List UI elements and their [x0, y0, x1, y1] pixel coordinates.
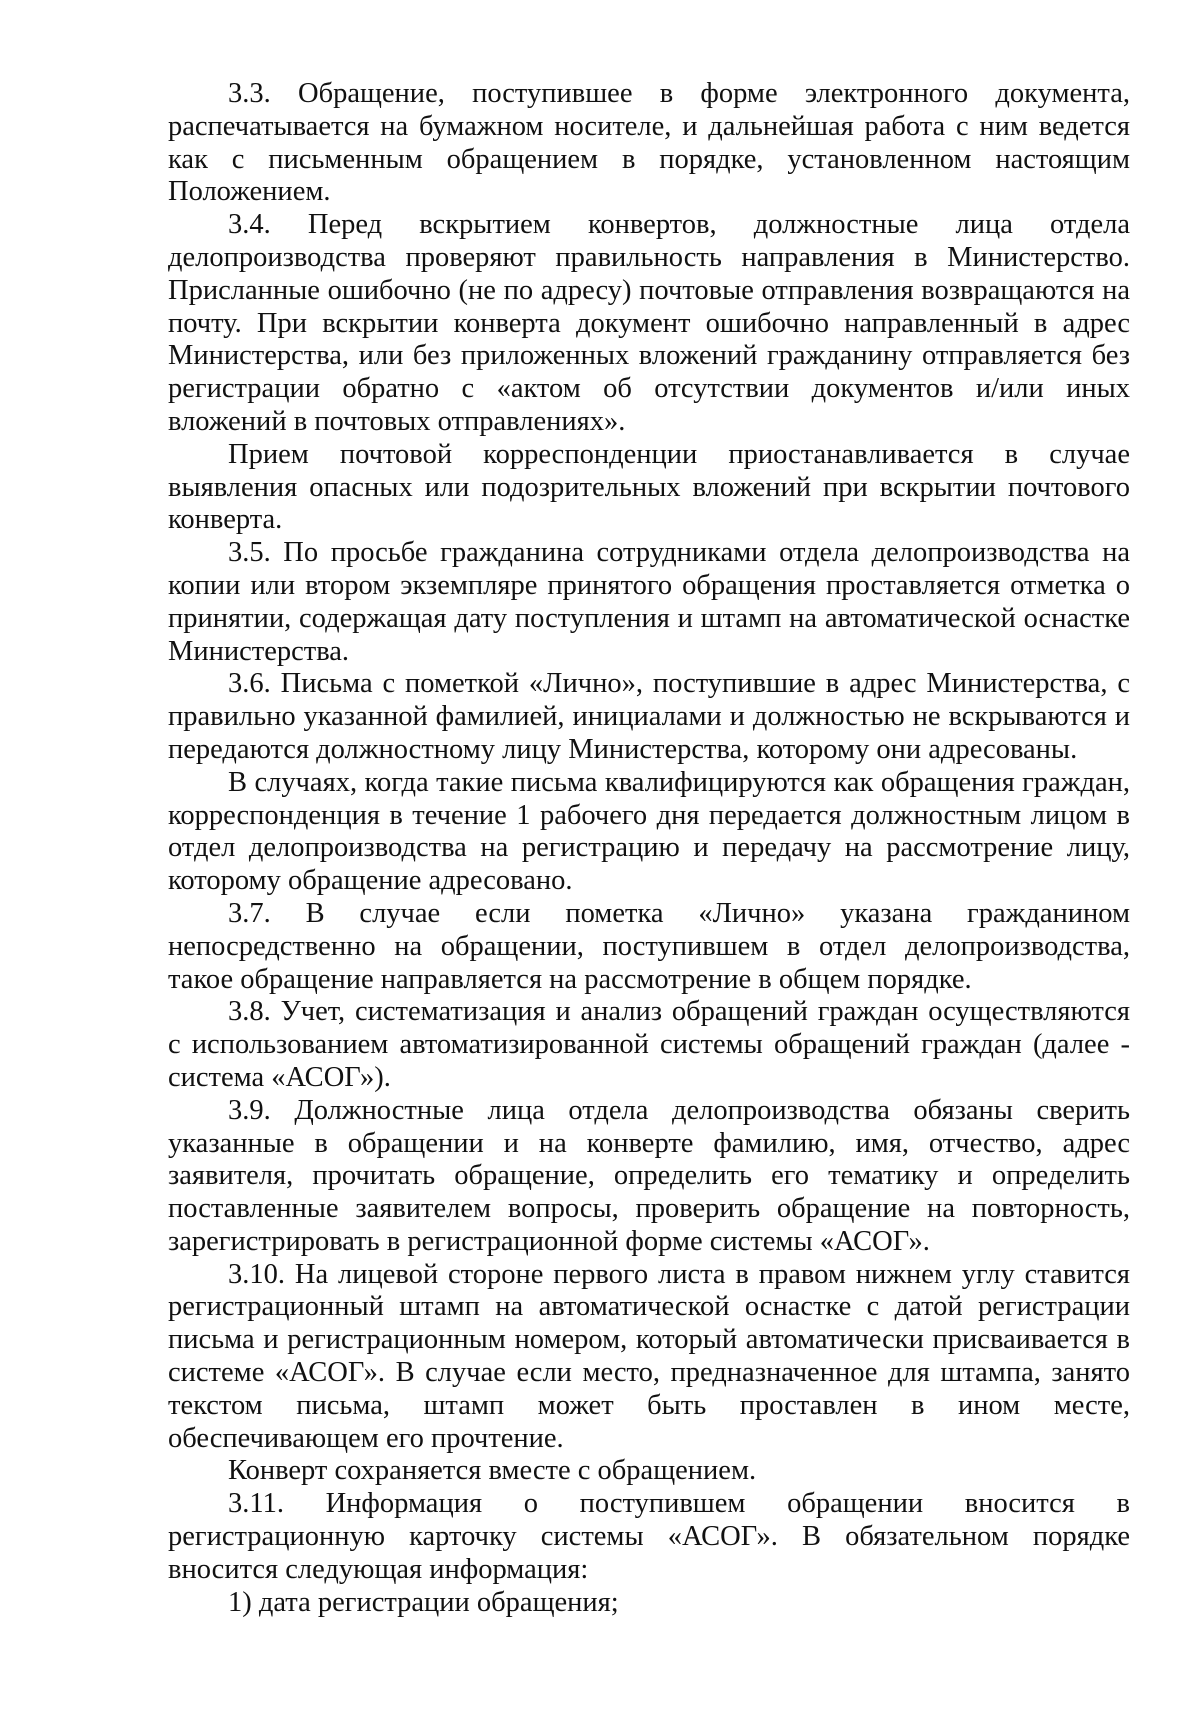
paragraph-mail-reception: Прием почтовой корреспонденции приостанавливается в случае выявления опасных или подозрительных вложений при вскрытии почтового конверта. — [168, 438, 1130, 536]
paragraph-3-7: 3.7. В случае если пометка «Лично» указана гражданином непосредственно на обращении, поступившем в отдел делопроизводства, такое обращение направляется на рассмотрение в общем порядке. — [168, 897, 1130, 995]
paragraph-3-3: 3.3. Обращение, поступившее в форме электронного документа, распечатывается на бумажном носителе, и дальнейшая работа с ним ведется как с письменным обращением в порядке, установленном настоящим Положением. — [168, 78, 1130, 208]
paragraph-3-4: 3.4. Перед вскрытием конвертов, должностные лица отдела делопроизводства проверяют правильность направления в Министерство. Присланные ошибочно (не по адресу) почтовые отправления возвращаются на почту. При вскрытии конверта документ ошибочно направленный в адрес Министерства, или без приложенных вложений гражданину отправляется без регистрации обратно с «актом об отсутствии документов и/или иных вложений в почтовых отправлениях». — [168, 209, 1130, 437]
paragraph-3-5: 3.5. По просьбе гражданина сотрудниками отдела делопроизводства на копии или втором экземпляре принятого обращения проставляется отметка о принятии, содержащая дату поступления и штамп на автоматической оснастке Министерства. — [168, 537, 1130, 667]
paragraph-3-11: 3.11. Информация о поступившем обращении вносится в регистрационную карточку системы «АСОГ». В обязательном порядке вносится следующая информация: — [168, 1488, 1130, 1585]
paragraph-3-8: 3.8. Учет, систематизация и анализ обращений граждан осуществляются с использованием автоматизированной системы обращений граждан (далее - система «АСОГ»). — [168, 996, 1130, 1093]
paragraph-personal-letters: В случаях, когда такие письма квалифицируются как обращения граждан, корреспонденция в течение 1 рабочего дня передается должностным лицом в отдел делопроизводства на регистрацию и передачу на рассмотрение лицу, которому обращение адресовано. — [168, 766, 1130, 897]
paragraph-3-6: 3.6. Письма с пометкой «Лично», поступившие в адрес Министерства, с правильно указанной фамилией, инициалами и должностью не вскрываются и передаются должностному лицу Министерства, которому они адресованы. — [168, 668, 1130, 765]
paragraph-3-10: 3.10. На лицевой стороне первого листа в правом нижнем углу ставится регистрационный штамп на автоматической оснастке с датой регистрации письма и регистрационным номером, который автоматически присваивается в системе «АСОГ». В случае если место, предназначенное для штампа, занято текстом письма, штамп может быть проставлен в ином месте, обеспечивающем его прочтение. — [168, 1258, 1130, 1454]
paragraph-envelope: Конверт сохраняется вместе с обращением. — [228, 1455, 757, 1487]
document-page — [168, 78, 1130, 1619]
list-item-1: 1) дата регистрации обращения; — [228, 1586, 619, 1618]
paragraph-3-9: 3.9. Должностные лица отдела делопроизводства обязаны сверить указанные в обращении и на конверте фамилию, имя, отчество, адрес заявителя, прочитать обращение, определить его тематику и определить поставленные заявителем вопросы, проверить обращение на повторность, зарегистрировать в регистрационной форме системы «АСОГ». — [168, 1094, 1130, 1257]
